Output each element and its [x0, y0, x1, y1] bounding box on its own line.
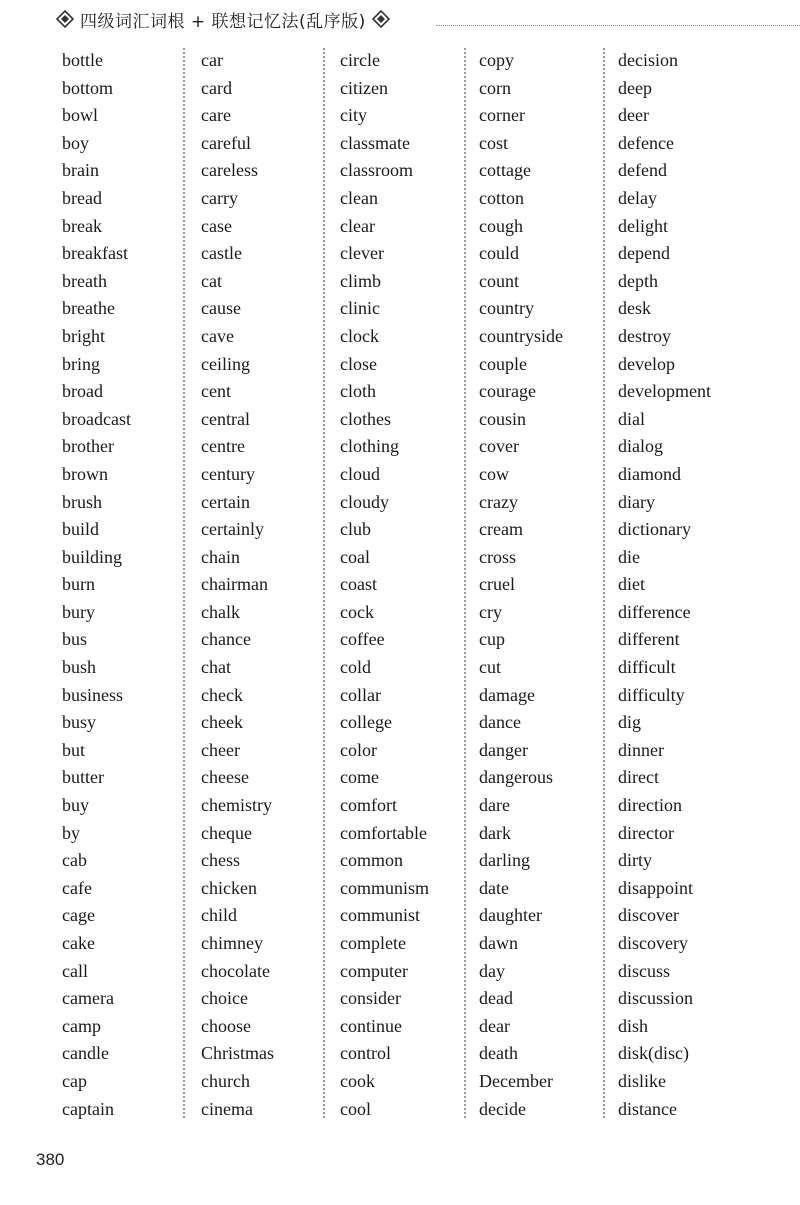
word-entry: chain: [201, 546, 240, 567]
word-entry: choice: [201, 988, 248, 1009]
word-entry: broad: [62, 381, 103, 402]
header-rule: [436, 25, 800, 26]
word-entry: card: [201, 77, 232, 98]
word-entry: by: [62, 822, 80, 843]
word-entry: destroy: [618, 325, 671, 346]
word-entry: dig: [618, 712, 642, 733]
word-entry: club: [340, 519, 371, 540]
word-entry: bottom: [62, 77, 114, 98]
word-entry: clean: [340, 187, 378, 208]
word-entry: crazy: [479, 491, 518, 512]
word-entry: comfortable: [340, 822, 427, 843]
word-entry: century: [201, 463, 255, 484]
word-entry: dialog: [618, 436, 663, 457]
word-entry: cry: [479, 601, 502, 622]
word-column-5: [618, 47, 711, 1123]
word-entry: care: [201, 105, 231, 126]
word-entry: complete: [340, 933, 406, 953]
word-entry: cloth: [340, 381, 376, 402]
word-entry: diamond: [618, 463, 681, 484]
word-entry: dangerous: [479, 767, 553, 788]
word-entry: breakfast: [62, 243, 128, 264]
word-entry: delight: [618, 215, 668, 236]
word-entry: call: [62, 960, 88, 981]
word-entry: dark: [479, 822, 511, 843]
word-entry: classmate: [340, 132, 410, 153]
word-entry: collar: [340, 684, 381, 705]
word-entry: candle: [62, 1043, 109, 1064]
word-entry: cousin: [479, 408, 526, 429]
word-entry: danger: [479, 739, 528, 760]
word-entry: common: [340, 850, 403, 871]
word-entry: boy: [62, 132, 89, 153]
word-entry: bury: [62, 601, 95, 622]
word-entry: brain: [62, 160, 99, 181]
page-title: 四级词汇词根 + 联想记忆法(乱序版): [80, 11, 366, 32]
word-entry: cough: [479, 215, 523, 236]
page-header: [56, 6, 390, 32]
word-entry: cup: [479, 629, 505, 650]
word-entry: dinner: [618, 739, 664, 760]
word-entry: captain: [62, 1098, 114, 1119]
word-entry: cab: [62, 850, 87, 871]
word-entry: chalk: [201, 601, 240, 622]
word-entry: cent: [201, 381, 231, 402]
word-entry: difficulty: [618, 684, 685, 705]
word-entry: direction: [618, 795, 682, 816]
word-entry: damage: [479, 684, 535, 705]
word-entry: bottle: [62, 50, 103, 70]
word-entry: cock: [340, 601, 374, 622]
word-entry: deep: [618, 77, 652, 98]
word-entry: car: [201, 50, 223, 70]
word-entry: diary: [618, 491, 655, 512]
word-entry: countryside: [479, 325, 563, 346]
word-entry: cheer: [201, 739, 240, 760]
word-entry: country: [479, 298, 534, 319]
word-entry: daughter: [479, 905, 542, 926]
word-entry: die: [618, 546, 640, 567]
word-entry: cover: [479, 436, 519, 457]
word-entry: bring: [62, 353, 100, 374]
word-entry: coal: [340, 546, 370, 567]
word-entry: camera: [62, 988, 114, 1009]
word-entry: December: [479, 1070, 553, 1091]
word-entry: develop: [618, 353, 675, 374]
word-entry: cafe: [62, 877, 92, 898]
word-entry: discovery: [618, 933, 688, 953]
column-divider: [183, 48, 185, 1118]
word-entry: defend: [618, 160, 667, 181]
word-entry: cat: [201, 270, 222, 291]
word-entry: distance: [618, 1098, 677, 1119]
word-entry: clever: [340, 243, 384, 264]
word-entry: diet: [618, 574, 645, 595]
word-entry: control: [340, 1043, 391, 1064]
word-entry: dirty: [618, 850, 652, 871]
word-entry: clothes: [340, 408, 391, 429]
word-entry: burn: [62, 574, 95, 595]
word-entry: chess: [201, 850, 240, 871]
word-entry: development: [618, 381, 711, 402]
word-entry: ceiling: [201, 353, 250, 374]
word-entry: coast: [340, 574, 377, 595]
word-entry: different: [618, 629, 680, 650]
word-entry: breathe: [62, 298, 115, 319]
word-entry: cool: [340, 1098, 371, 1119]
word-entry: chemistry: [201, 795, 272, 816]
word-entry: check: [201, 684, 243, 705]
word-entry: deer: [618, 105, 649, 126]
word-column-3: [340, 47, 429, 1123]
word-entry: communism: [340, 877, 429, 898]
word-entry: dislike: [618, 1070, 666, 1091]
word-entry: day: [479, 960, 505, 981]
word-entry: city: [340, 105, 367, 126]
word-entry: cinema: [201, 1098, 253, 1119]
word-entry: castle: [201, 243, 242, 264]
word-entry: dead: [479, 988, 513, 1009]
word-entry: buy: [62, 795, 89, 816]
word-entry: bright: [62, 325, 105, 346]
word-entry: but: [62, 739, 86, 760]
word-entry: cheek: [201, 712, 243, 733]
word-entry: difference: [618, 601, 691, 622]
word-entry: director: [618, 822, 674, 843]
word-entry: date: [479, 877, 509, 898]
word-entry: circle: [340, 50, 380, 70]
word-entry: cost: [479, 132, 508, 153]
word-entry: brother: [62, 436, 114, 457]
word-entry: come: [340, 767, 379, 788]
diamond-icon: [56, 10, 74, 28]
word-entry: cheque: [201, 822, 252, 843]
word-entry: cook: [340, 1070, 375, 1091]
word-entry: butter: [62, 767, 104, 788]
word-entry: comfort: [340, 795, 397, 816]
word-entry: discussion: [618, 988, 694, 1009]
column-divider: [603, 48, 605, 1118]
word-entry: bowl: [62, 105, 98, 126]
word-entry: corn: [479, 77, 511, 98]
page-number: 380: [36, 1150, 65, 1169]
word-entry: couple: [479, 353, 527, 374]
word-entry: break: [62, 215, 102, 236]
word-entry: disappoint: [618, 877, 693, 898]
word-entry: consider: [340, 988, 401, 1009]
diamond-icon: [372, 10, 390, 28]
word-entry: classroom: [340, 160, 413, 181]
word-entry: depth: [618, 270, 658, 291]
word-entry: careful: [201, 132, 251, 153]
word-entry: certain: [201, 491, 250, 512]
word-entry: business: [62, 684, 124, 705]
word-entry: brush: [62, 491, 102, 512]
word-entry: decide: [479, 1098, 526, 1119]
word-entry: broadcast: [62, 408, 131, 429]
word-entry: chat: [201, 657, 231, 678]
word-entry: carry: [201, 187, 238, 208]
word-entry: defence: [618, 132, 674, 153]
word-entry: desk: [618, 298, 651, 319]
word-entry: certainly: [201, 519, 264, 540]
word-entry: color: [340, 739, 377, 760]
word-entry: Christmas: [201, 1043, 275, 1064]
word-entry: cap: [62, 1070, 87, 1091]
word-entry: darling: [479, 850, 530, 871]
word-entry: busy: [62, 712, 97, 733]
word-entry: death: [479, 1043, 518, 1064]
word-entry: climb: [340, 270, 381, 291]
word-entry: church: [201, 1070, 250, 1091]
word-entry: continue: [340, 1015, 402, 1036]
word-entry: difficult: [618, 657, 676, 678]
word-entry: cheese: [201, 767, 249, 788]
word-entry: centre: [201, 436, 245, 457]
word-entry: cotton: [479, 187, 524, 208]
word-entry: cream: [479, 519, 523, 540]
word-entry: cause: [201, 298, 241, 319]
word-entry: coffee: [340, 629, 385, 650]
word-entry: clothing: [340, 436, 399, 457]
word-entry: cake: [62, 933, 95, 953]
word-entry: cow: [479, 463, 509, 484]
word-entry: dictionary: [618, 519, 691, 540]
word-entry: careless: [201, 160, 258, 181]
word-column-1: [62, 47, 131, 1123]
word-entry: central: [201, 408, 250, 429]
word-entry: dial: [618, 408, 645, 429]
word-column-4: [479, 47, 563, 1123]
word-entry: cut: [479, 657, 501, 678]
word-entry: discover: [618, 905, 679, 926]
word-entry: corner: [479, 105, 525, 126]
word-entry: cloudy: [340, 491, 389, 512]
word-entry: dare: [479, 795, 510, 816]
word-entry: cage: [62, 905, 95, 926]
word-entry: cave: [201, 325, 234, 346]
word-entry: dawn: [479, 933, 518, 953]
word-entry: build: [62, 519, 100, 540]
word-entry: bread: [62, 187, 102, 208]
word-entry: disk(disc): [618, 1043, 689, 1064]
word-entry: bush: [62, 657, 97, 678]
word-entry: courage: [479, 381, 536, 402]
word-entry: delay: [618, 187, 657, 208]
word-entry: breath: [62, 270, 107, 291]
word-entry: cross: [479, 546, 516, 567]
word-entry: citizen: [340, 77, 388, 98]
word-entry: chimney: [201, 933, 263, 953]
word-entry: could: [479, 243, 519, 264]
word-entry: chicken: [201, 877, 257, 898]
word-entry: chairman: [201, 574, 268, 595]
word-entry: college: [340, 712, 392, 733]
column-divider: [323, 48, 325, 1118]
word-entry: child: [201, 905, 237, 926]
word-entry: dance: [479, 712, 521, 733]
word-entry: depend: [618, 243, 670, 264]
word-entry: camp: [62, 1015, 101, 1036]
word-entry: decision: [618, 50, 678, 70]
word-entry: direct: [618, 767, 659, 788]
word-column-2: [201, 47, 274, 1123]
word-entry: communist: [340, 905, 420, 926]
word-entry: dish: [618, 1015, 649, 1036]
word-entry: building: [62, 546, 123, 567]
word-entry: cloud: [340, 463, 380, 484]
word-entry: bus: [62, 629, 88, 650]
word-entry: brown: [62, 463, 108, 484]
word-entry: chance: [201, 629, 251, 650]
word-entry: case: [201, 215, 232, 236]
word-entry: copy: [479, 50, 514, 70]
word-entry: clear: [340, 215, 375, 236]
word-entry: cottage: [479, 160, 531, 181]
word-entry: choose: [201, 1015, 251, 1036]
word-entry: cruel: [479, 574, 515, 595]
word-entry: clock: [340, 325, 379, 346]
word-entry: cold: [340, 657, 371, 678]
column-divider: [464, 48, 466, 1118]
word-entry: clinic: [340, 298, 380, 319]
word-entry: close: [340, 353, 377, 374]
word-entry: dear: [479, 1015, 510, 1036]
word-entry: computer: [340, 960, 408, 981]
word-entry: discuss: [618, 960, 671, 981]
word-entry: chocolate: [201, 960, 270, 981]
word-entry: count: [479, 270, 519, 291]
